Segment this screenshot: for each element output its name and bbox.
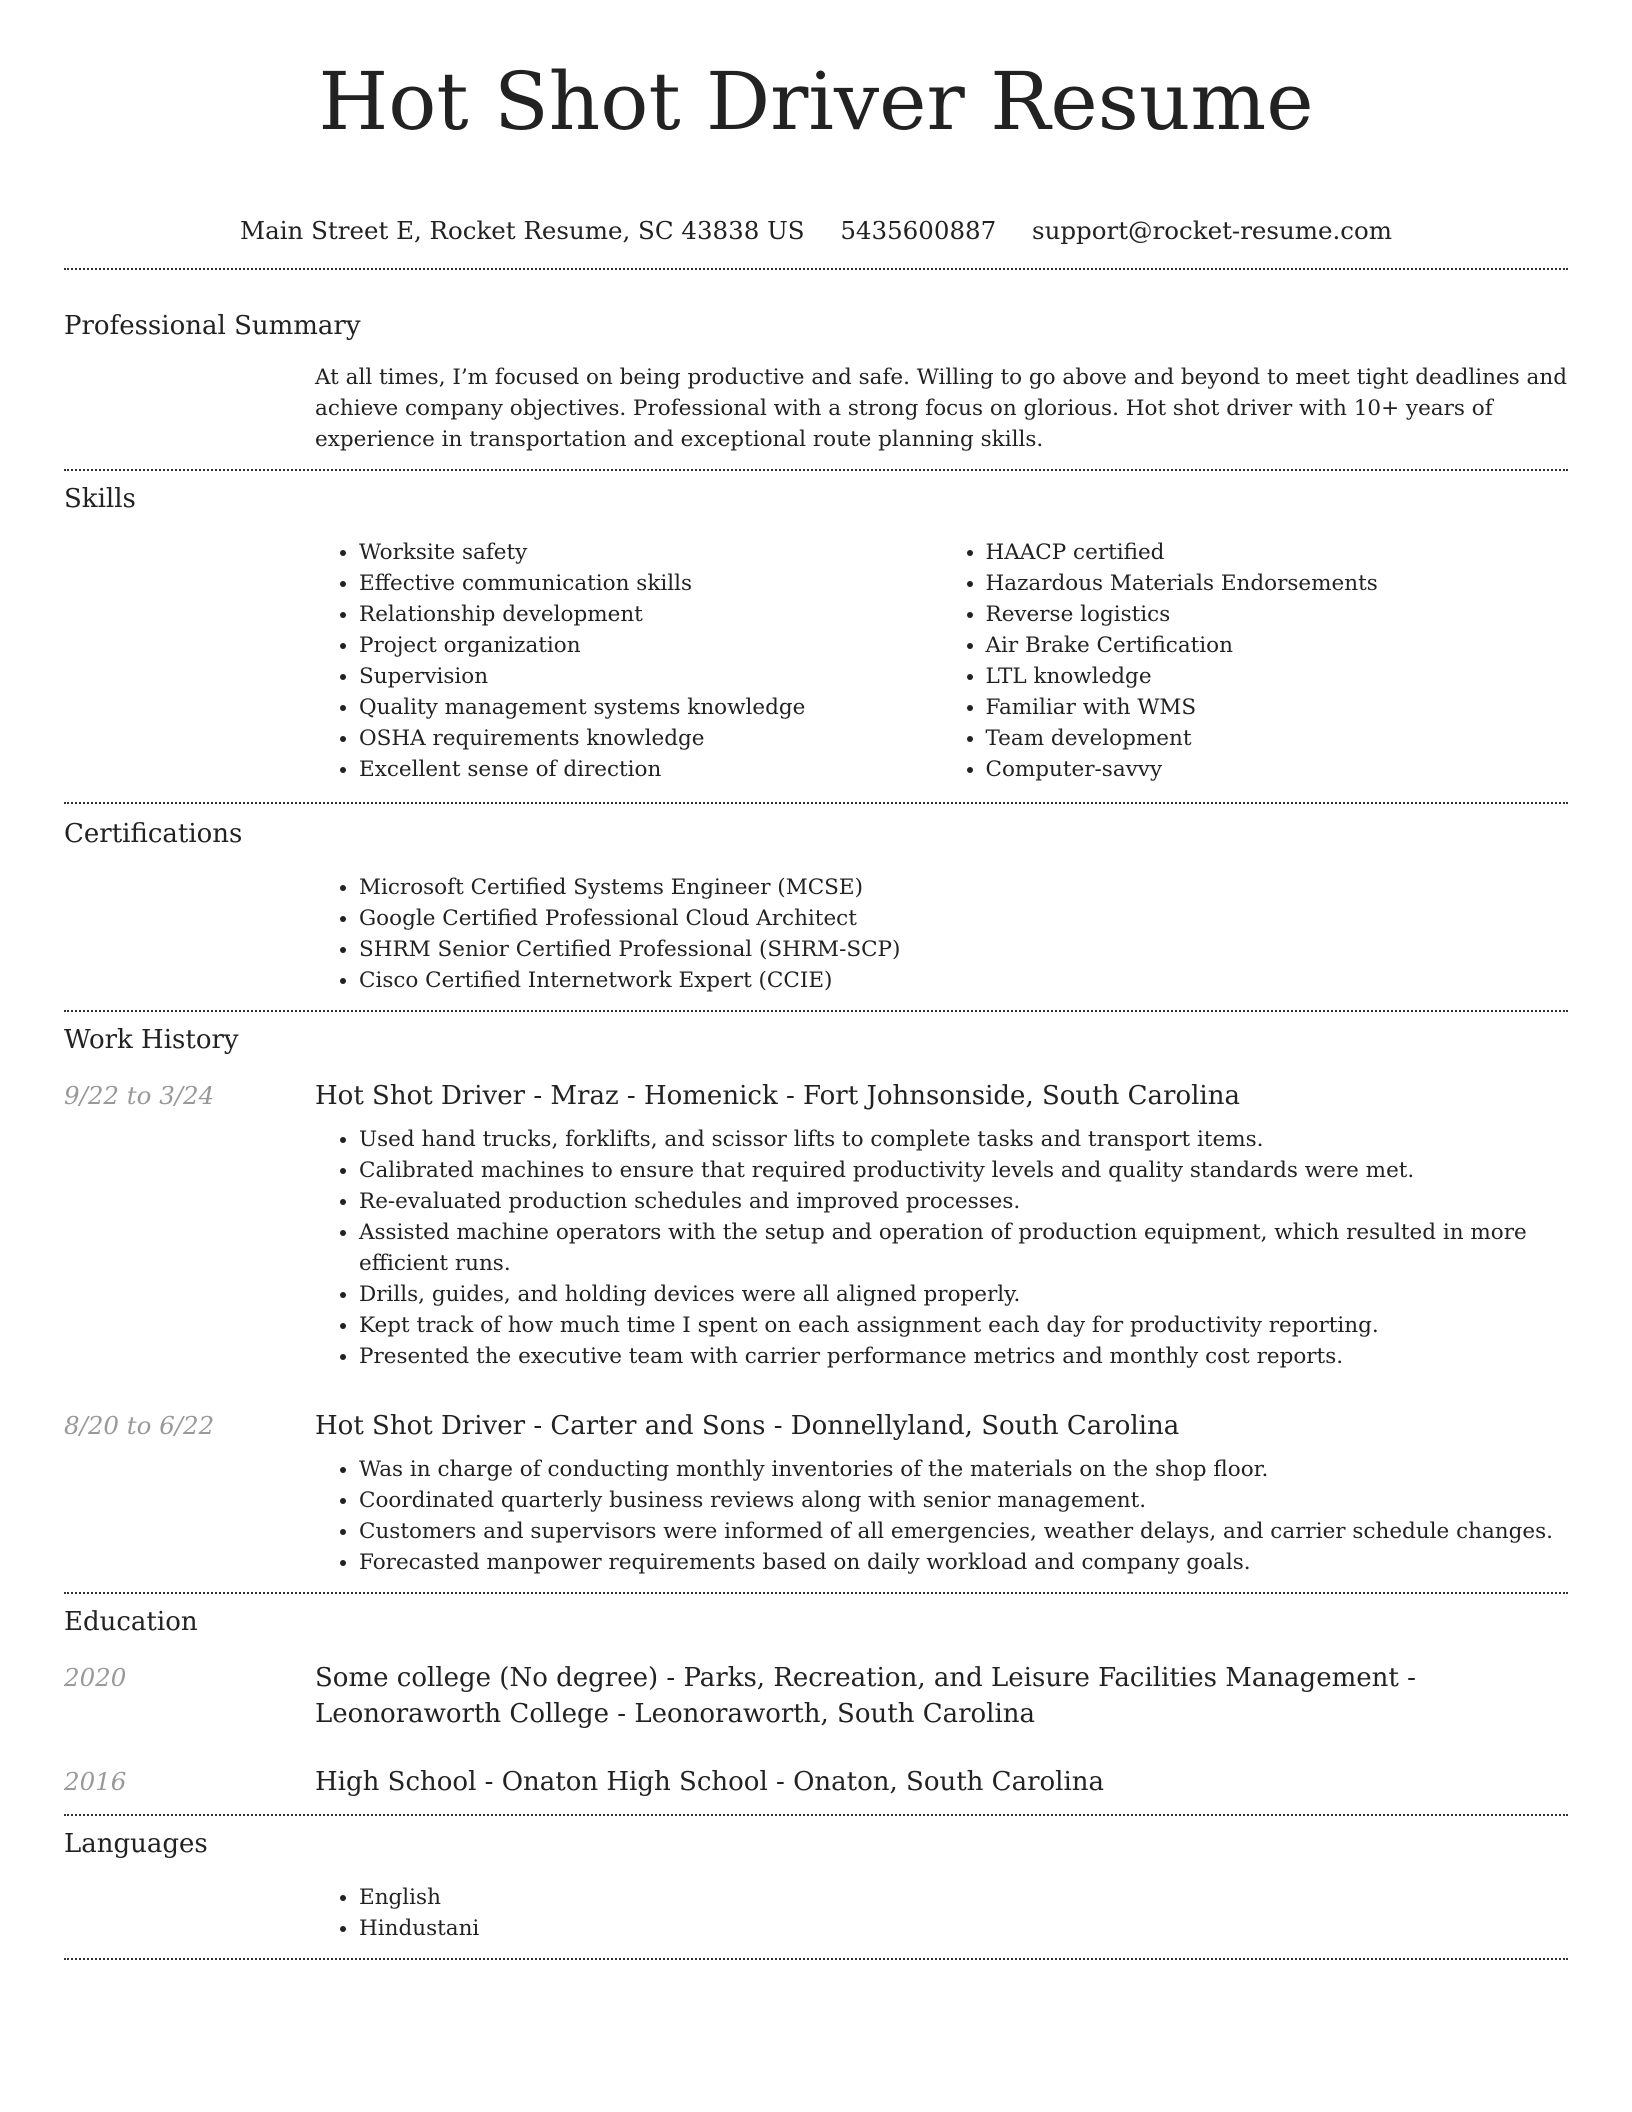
- languages-content: [315, 1882, 1568, 1944]
- list-item: • Excellent sense of direction: [359, 754, 942, 785]
- email[interactable]: support@rocket-resume.com: [1032, 216, 1392, 245]
- job-dates: 9/22 to 3/24: [64, 1081, 215, 1110]
- divider: [64, 1958, 1568, 1960]
- job-location: Donnellyland, South Carolina: [790, 1411, 1180, 1441]
- phone: 5435600887: [840, 216, 997, 245]
- list-item: • Used hand trucks, forklifts, and scissor lifts to complete tasks and transport items.: [359, 1124, 1568, 1155]
- list-item: • Re-evaluated production schedules and improved processes.: [359, 1186, 1568, 1217]
- list-item: • Project organization: [359, 630, 942, 661]
- list-item: • Supervision: [359, 661, 942, 692]
- list-item: • Effective communication skills: [359, 568, 942, 599]
- job-location: Fort Johnsonside, South Carolina: [803, 1081, 1240, 1111]
- list-item: • Coordinated quarterly business reviews along with senior management.: [359, 1485, 1568, 1516]
- certifications-section: [64, 804, 1568, 996]
- certifications-list: [315, 872, 1568, 996]
- list-item: • Hindustani: [359, 1913, 1568, 1944]
- job-title: Hot Shot Driver - Mraz - Homenick - Fort Johnsonside, South Carolina: [315, 1081, 1240, 1111]
- job-company: Mraz - Homenick: [550, 1081, 778, 1111]
- education-entry: [64, 1764, 1568, 1800]
- section-title: Certifications: [64, 819, 243, 849]
- list-item: • Presented the executive team with carrier performance metrics and monthly cost reports.: [359, 1341, 1568, 1372]
- list-item: • LTL knowledge: [986, 661, 1569, 692]
- education-year: 2020: [64, 1663, 127, 1692]
- list-item: • Customers and supervisors were informed of all emergencies, weather delays, and carrier schedule changes.: [359, 1516, 1568, 1547]
- list-item: • Cisco Certified Internetwork Expert (CCIE): [359, 965, 1568, 996]
- summary-text: At all times, I’m focused on being productive and safe. Willing to go above and beyond to meet tight deadlines and achieve company objectives. Professional with a strong focus on glorious. Hot shot driver with 10+ years of experience in transportation and exceptional route planning skills.: [315, 365, 1567, 452]
- job-bullets: [315, 1124, 1568, 1372]
- skills-section: [64, 471, 1568, 785]
- job-role: Hot Shot Driver: [315, 1081, 526, 1111]
- list-item: • SHRM Senior Certified Professional (SHRM-SCP): [359, 934, 1568, 965]
- list-item: • Forecasted manpower requirements based on daily workload and company goals.: [359, 1547, 1568, 1578]
- list-item: • Calibrated machines to ensure that required productivity levels and quality standards were met.: [359, 1155, 1568, 1186]
- list-item: • English: [359, 1882, 1568, 1913]
- list-item: • Google Certified Professional Cloud Architect: [359, 903, 1568, 934]
- job-company: Carter and Sons: [550, 1411, 766, 1441]
- job-title: Hot Shot Driver - Carter and Sons - Donnellyland, South Carolina: [315, 1411, 1180, 1441]
- education-entry: [64, 1660, 1568, 1732]
- list-item: • Computer-savvy: [986, 754, 1569, 785]
- section-title: Work History: [64, 1025, 239, 1055]
- list-item: • Team development: [986, 723, 1569, 754]
- job-body: [315, 1408, 1568, 1578]
- list-item: • Drills, guides, and holding devices were all aligned properly.: [359, 1279, 1568, 1310]
- list-item: • Kept track of how much time I spent on each assignment each day for productivity reporting.: [359, 1310, 1568, 1341]
- resume-title: Hot Shot Driver Resume: [318, 55, 1314, 148]
- list-item: • Hazardous Materials Endorsements: [986, 568, 1569, 599]
- skills-columns: [315, 537, 1568, 785]
- section-title: Skills: [64, 484, 136, 514]
- skills-list-left: [315, 537, 942, 785]
- section-title: Professional Summary: [64, 311, 361, 341]
- list-item: • OSHA requirements knowledge: [359, 723, 942, 754]
- section-title: Education: [64, 1607, 198, 1637]
- languages-section: [64, 1816, 1568, 1944]
- job-entry: [64, 1408, 1568, 1578]
- list-item: • Was in charge of conducting monthly inventories of the materials on the shop floor.: [359, 1454, 1568, 1485]
- section-title: Languages: [64, 1829, 208, 1859]
- education-text: High School - Onaton High School - Onaton, South Carolina: [315, 1767, 1105, 1797]
- job-body: [315, 1078, 1568, 1372]
- list-item: • Worksite safety: [359, 537, 942, 568]
- list-item: • HAACP certified: [986, 537, 1569, 568]
- list-item: • Relationship development: [359, 599, 942, 630]
- job-role: Hot Shot Driver: [315, 1411, 526, 1441]
- contact-line: [64, 216, 1568, 246]
- work-history-section: [64, 1012, 1568, 1578]
- skills-list-right: [942, 537, 1569, 785]
- languages-list: [315, 1882, 1568, 1944]
- list-item: • Assisted machine operators with the setup and operation of production equipment, which resulted in more efficient runs.: [359, 1217, 1568, 1279]
- certifications-content: [315, 872, 1568, 996]
- education-section: [64, 1594, 1568, 1800]
- job-dates: 8/20 to 6/22: [64, 1411, 215, 1440]
- education-text: Some college (No degree) - Parks, Recreation, and Leisure Facilities Management - Leonoraworth College - Leonoraworth, South Carolina: [315, 1663, 1416, 1729]
- list-item: • Air Brake Certification: [986, 630, 1569, 661]
- education-year: 2016: [64, 1767, 127, 1796]
- list-item: • Quality management systems knowledge: [359, 692, 942, 723]
- job-bullets: [315, 1454, 1568, 1578]
- summary-section: [64, 270, 1568, 455]
- address: Main Street E, Rocket Resume, SC 43838 US: [240, 216, 805, 245]
- list-item: • Familiar with WMS: [986, 692, 1569, 723]
- list-item: • Microsoft Certified Systems Engineer (MCSE): [359, 872, 1568, 903]
- list-item: • Reverse logistics: [986, 599, 1569, 630]
- job-entry: [64, 1078, 1568, 1372]
